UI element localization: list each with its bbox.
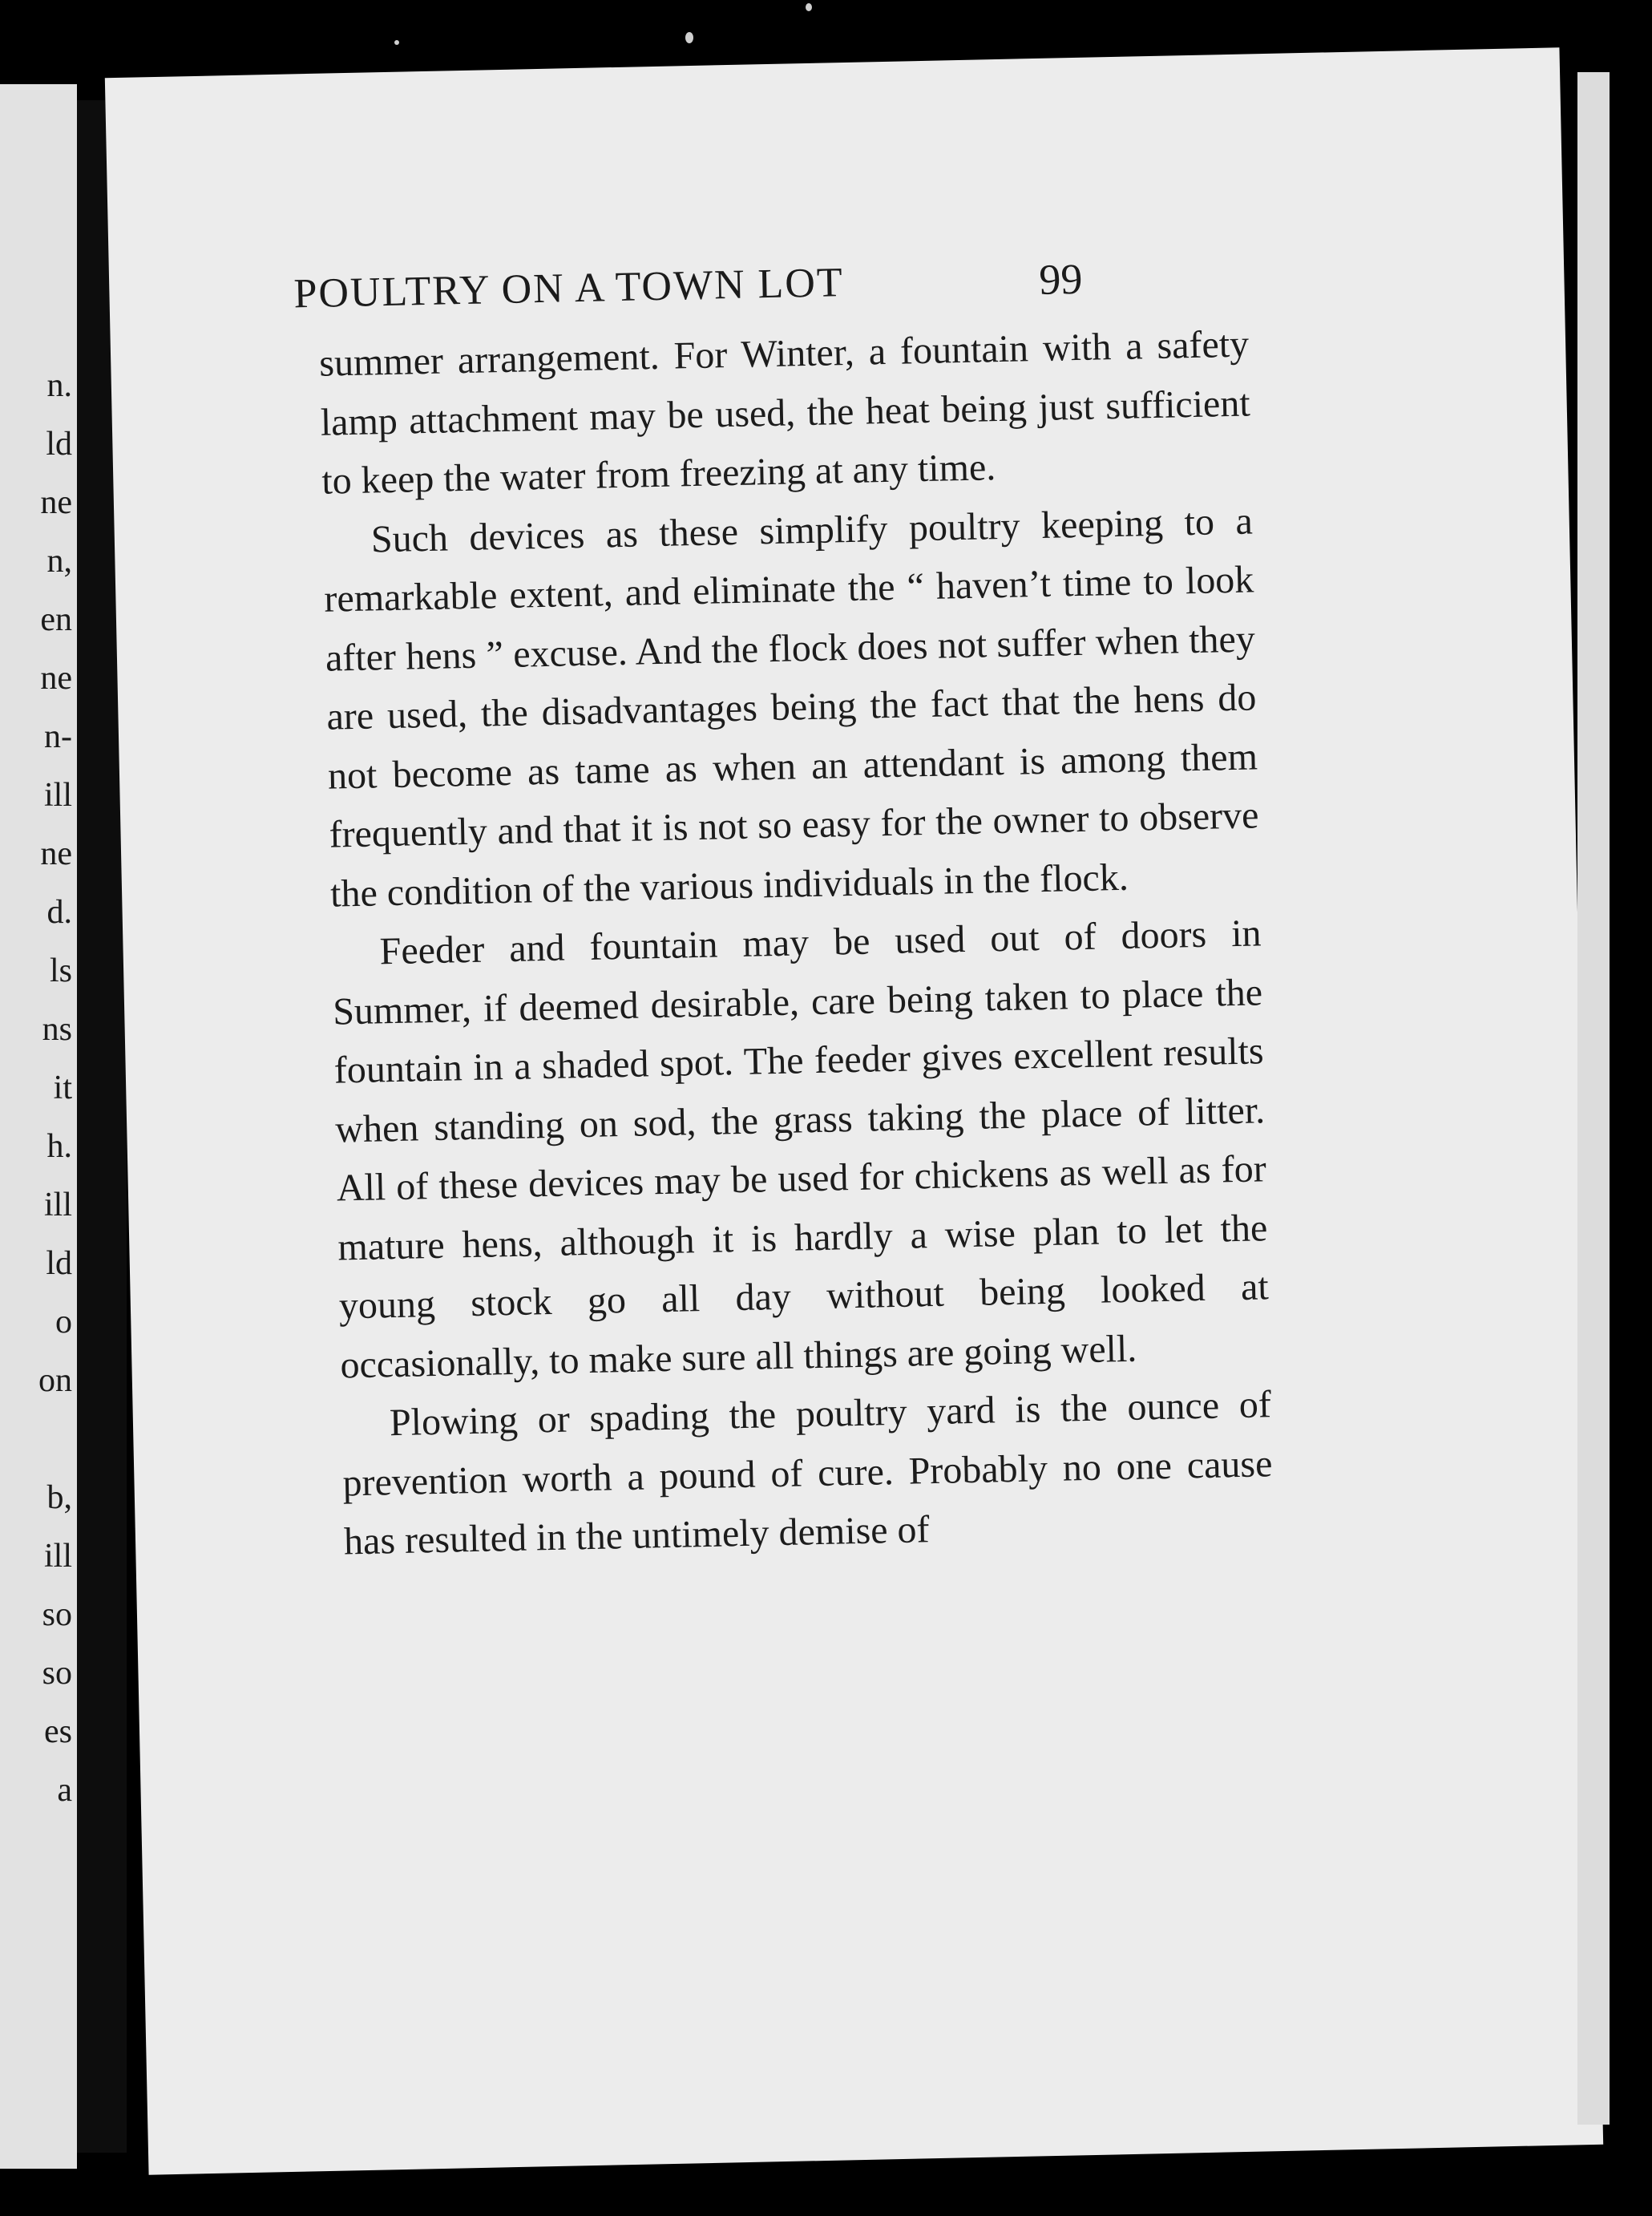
left-fragment: on [38,1362,72,1399]
left-fragment: n- [44,718,72,755]
scan-speck [806,3,812,11]
left-fragment: ls [49,952,72,989]
paragraph: summer arrangement. For Winter, a fountain with a safety lamp attachment may be used, the heat being just sufficient to keep the water from freezing at any time. [318,322,1251,503]
left-fragment: so [42,1655,72,1692]
page-edge [1577,72,1610,2125]
left-fragment: ns [42,1011,72,1048]
left-fragment: ld [46,1245,72,1282]
left-fragment: b, [46,1479,72,1516]
left-fragment: so [42,1596,72,1633]
left-page-edge [0,84,77,2169]
paragraph: Such devices as these simplify poultry keeping to a remarkable extent, and eliminate the “ haven’t time to look after hens ” excuse. And the flock does not suffer when they are used, the disadvantages being the fact that the hens do not become as tame as when an attendant is among them frequently and that it is not so easy for the owner to observe the condition of the various individuals in the flock. [323,499,1259,916]
left-fragment: ld [46,426,72,463]
left-fragment: ill [43,777,72,814]
paragraph: Plowing or spading the poultry yard is the ounce of prevention worth a pound of cure. Probably no one cause has resulted in the untimely demise of [342,1383,1273,1563]
left-fragment: it [53,1070,72,1106]
left-fragment: ne [40,835,72,872]
left-fragment: ne [40,660,72,697]
left-fragment: ill [43,1538,72,1575]
scan-speck [685,32,693,43]
paragraph: Feeder and fountain may be used out of doors in Summer, if deemed desirable, care being taken to place the fountain in a shaded spot. The feeder gives excellent results when standing on sod, the grass taking the place of litter. All of these devices may be used for chickens as well as for mature hens, although it is hardly a wise plan to let the young stock go all day without being looked at occasionally, to make sure all things are going well. [332,912,1270,1386]
left-fragment: es [44,1713,72,1750]
scan-speck [394,40,399,45]
page-number: 99 [1038,254,1083,304]
left-fragment: h. [46,1128,72,1165]
left-fragment: o [55,1304,72,1341]
body-text [319,314,1274,1571]
left-fragment: ill [43,1187,72,1223]
left-fragment: d. [46,894,72,931]
left-fragment: en [40,601,72,638]
running-title: POULTRY ON A TOWN LOT [293,260,845,317]
left-fragment: n, [46,543,72,580]
left-fragment: a [57,1772,72,1809]
left-fragment: ne [40,484,72,521]
left-fragment: n. [46,367,72,404]
right-page [105,47,1603,2174]
